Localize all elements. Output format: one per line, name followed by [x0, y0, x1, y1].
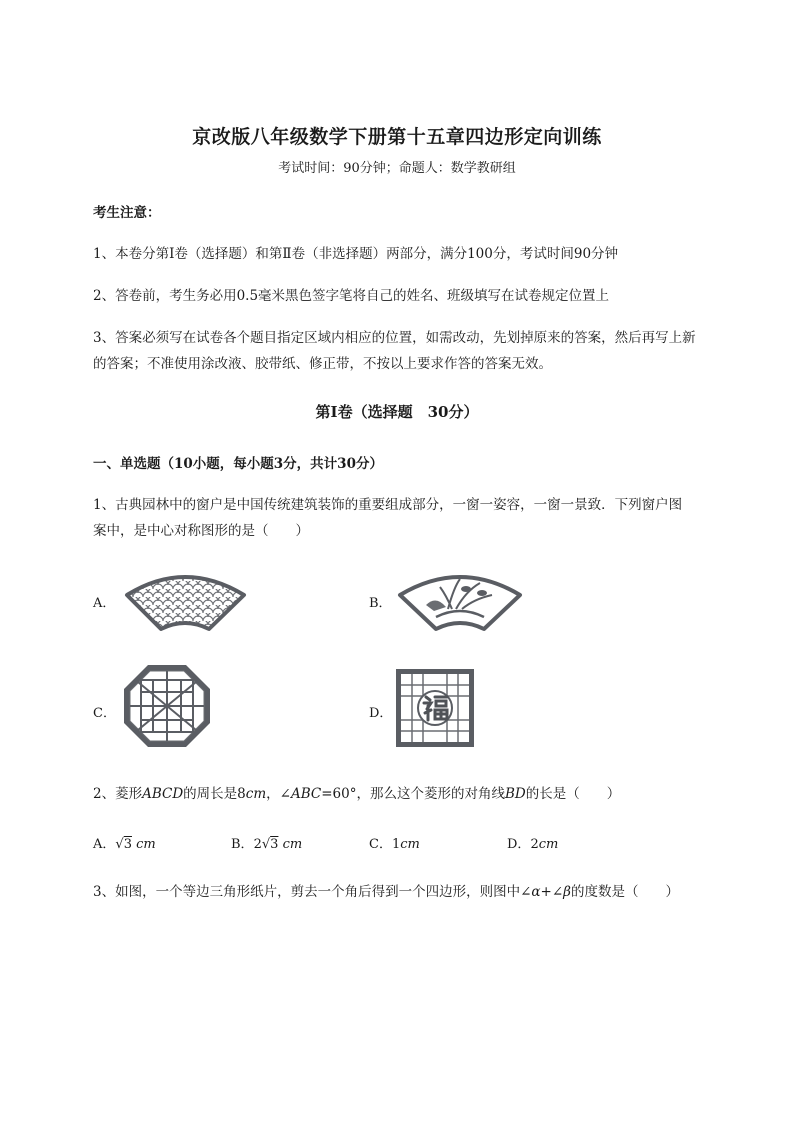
exam-info: 考试时间：90分钟；命题人：数学教研组: [278, 161, 516, 176]
volume-title: 第I卷（选择题 30分）: [315, 403, 479, 421]
fan-window-orchid-carving-image: [396, 565, 524, 633]
q1-option-b-label: B．: [369, 596, 392, 611]
square-lattice-window-fu-image: [395, 668, 475, 748]
q1-option-d-label: D．: [369, 706, 393, 721]
page-title: 京改版八年级数学下册第十五章四边形定向训练: [192, 126, 602, 148]
notice-item-2: 2、答卷前，考生务必用0.5毫米黑色签字笔将自己的姓名、班级填写在试卷规定位置上: [93, 288, 610, 304]
notice-item-3: 3、答案必须写在试卷各个题目指定区域内相应的位置，如需改动，先划掉原来的答案，然后再写上新: [93, 330, 696, 346]
q2-option-c: C．1cm: [369, 837, 420, 852]
octagon-lattice-window-image: [121, 662, 213, 750]
q2-option-a: A．√3 cm: [93, 837, 156, 852]
notice-item-1: 1、本卷分第I卷（选择题）和第Ⅱ卷（非选择题）两部分，满分100分，考试时间90分钟: [93, 246, 619, 262]
q1-option-c-label: C．: [93, 706, 116, 721]
question-2-text: 2、菱形ABCD的周长是8cm，∠ABC=60°，那么这个菱形的对角线BD的长是（ ）: [93, 786, 621, 802]
question-1-line1: 1、古典园林中的窗户是中国传统建筑装饰的重要组成部分，一窗一姿容，一窗一景致．下列窗户图: [93, 497, 683, 513]
notice-item-3-cont: 的答案；不准使用涂改液、胶带纸、修正带，不按以上要求作答的答案无效。: [93, 356, 552, 372]
q2-option-b: B．2√3 cm: [231, 837, 303, 852]
q2-option-d: D．2cm: [507, 837, 559, 852]
question-3-text: 3、如图，一个等边三角形纸片，剪去一个角后得到一个四边形，则图中∠α+∠β的度数是（ ）: [93, 884, 679, 900]
notice-heading: 考生注意：: [93, 205, 161, 221]
section-title: 一、单选题（10小题，每小题3分，共计30分）: [93, 456, 383, 472]
q1-option-a-label: A．: [93, 596, 116, 611]
fan-window-scale-pattern-image: [123, 565, 248, 633]
question-1-line2: 案中，是中心对称图形的是（ ）: [93, 523, 309, 539]
